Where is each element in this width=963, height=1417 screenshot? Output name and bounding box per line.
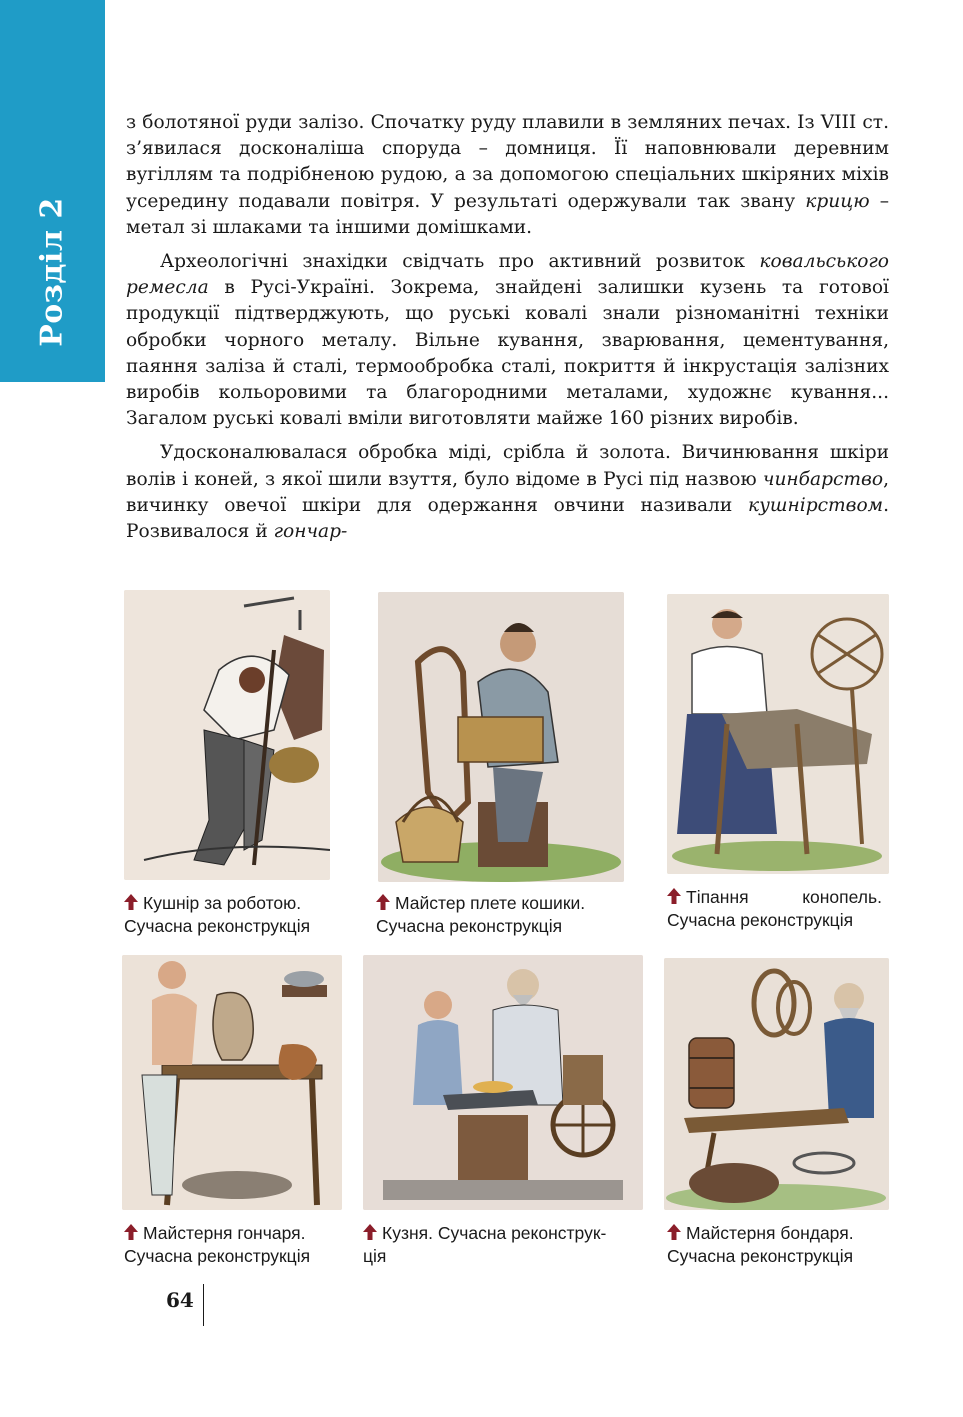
page-number: 64 [166, 1288, 194, 1312]
section-tab [0, 0, 105, 382]
figure-furrier-caption [124, 892, 344, 938]
caption-line-2: Сучасна реконструкція [667, 1246, 854, 1266]
term-furriery: кушнірством [748, 494, 884, 516]
section-tab-label: Розділ 2 [34, 197, 70, 347]
figure-potter-caption [124, 1222, 344, 1268]
figure-smithy-image [363, 955, 643, 1210]
figure-cooper-image [664, 958, 889, 1210]
caption-line-2: ція [363, 1246, 387, 1266]
arrow-up-icon [667, 888, 681, 904]
caption-line-1: Кушнір за роботою. [143, 893, 302, 913]
paragraph-2-text-b: в Русі-Україні. Зокрема, знайдені залишки кузень та готової продукції підтверджують, що руські ковалі знали різноманітні техніки обробки чорного металу. Вільне кування, зварювання, цементування, паяння заліза й сталі, термообробка сталі, покриття й інкрустація залізних виробів кольоровими та благородними металами, художнє кування... Загалом руські ковалі вміли виготовляти майже 160 різних виробів. [126, 277, 889, 430]
figure-smithy-caption [363, 1222, 648, 1268]
figure-basket-weaver-image [378, 592, 624, 882]
main-text [126, 110, 889, 545]
figure-furrier-image [124, 590, 330, 880]
page-number-divider [203, 1284, 204, 1326]
caption-line-1: Майстер плете кошики. [395, 893, 586, 913]
figure-potter-image [122, 955, 342, 1210]
arrow-up-icon [667, 1224, 681, 1240]
paragraph-3-text-b: , вичинку овечої шкіри для одержання овчини називали [126, 468, 889, 516]
arrow-up-icon [376, 894, 390, 910]
caption-line-1-word-1: Тіпання [686, 887, 749, 907]
figure-cooper-caption [667, 1222, 889, 1268]
paragraph-3 [126, 440, 889, 545]
term-smithing: ковальського ремесла [126, 251, 889, 299]
caption-line-2: Сучасна реконструкція [667, 910, 854, 930]
term-krytsia: крицю [805, 190, 870, 212]
caption-line-2: Сучасна реконструкція [124, 916, 311, 936]
arrow-up-icon [124, 894, 138, 910]
caption-line-2: Сучасна реконструкція [124, 1246, 311, 1266]
paragraph-1 [126, 110, 889, 241]
term-pottery: гончар- [273, 521, 348, 543]
caption-line-1: Майстерня гончаря. [143, 1223, 306, 1243]
arrow-up-icon [124, 1224, 138, 1240]
paragraph-3-text-a: Удосконалювалася обробка міді, срібла й золота. Вичинювання шкіри волів і коней, з якої шили взуття, було відоме в Русі під назвою [126, 442, 889, 490]
caption-line-1: Майстерня бондаря. [686, 1223, 854, 1243]
figure-hemp-scutching-caption [667, 886, 882, 932]
caption-line-1: Кузня. Сучасна реконструк- [382, 1223, 607, 1243]
arrow-up-icon [363, 1224, 377, 1240]
paragraph-3-text-c: . Розвивалося й [126, 494, 889, 543]
term-tanning: чинбарство [762, 468, 884, 490]
paragraph-2 [126, 249, 889, 432]
paragraph-1-text-b: – метал зі шлаками та іншими домішками. [126, 190, 889, 238]
caption-line-2: Сучасна реконструкція [376, 916, 563, 936]
figure-basket-weaver-caption [376, 892, 626, 938]
figure-hemp-scutching-image [667, 594, 889, 874]
paragraph-1-text-a: з болотяної руди залізо. Спочатку руду плавили в земляних печах. Із VIII ст. з’явилася досконаліша споруда – домниця. Її наповнювали деревним вугіллям та подрібненою рудою, а за допомогою спеціальних шкіряних міхів усередину подавали повітря. У результаті одержували так звану [126, 112, 889, 212]
caption-line-1-word-2: конопель. [802, 887, 882, 907]
paragraph-2-text-a: Археологічні знахідки свідчать про активний розвиток [160, 251, 760, 273]
